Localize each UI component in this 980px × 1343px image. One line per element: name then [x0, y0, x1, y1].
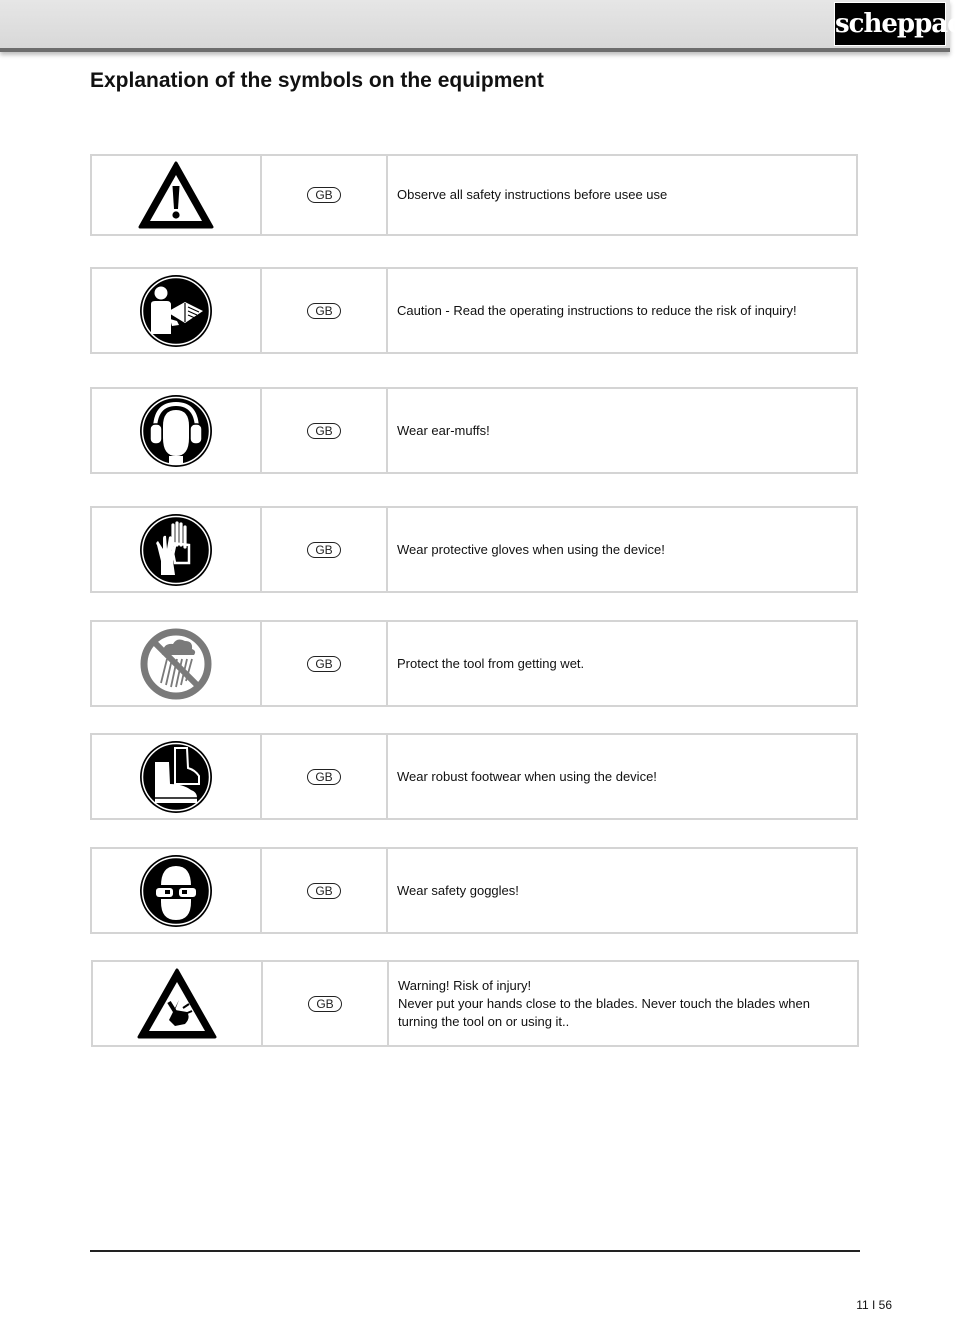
symbol-cell: [92, 389, 262, 472]
ear-muffs-icon: [139, 394, 213, 468]
symbol-cell: [92, 156, 262, 234]
description-text: Caution - Read the operating instructions to reduce the risk of inquiry!: [397, 302, 797, 318]
warning-triangle-icon: [137, 159, 215, 231]
footer-divider: [90, 1250, 860, 1252]
protective-gloves-icon: [139, 513, 213, 587]
page-title: Explanation of the symbols on the equipment: [90, 69, 544, 92]
page-number: 11 I 56: [856, 1298, 892, 1312]
language-cell: [262, 508, 388, 591]
symbol-row: [90, 154, 858, 236]
safety-goggles-icon: [139, 854, 213, 928]
language-badge: GB: [307, 303, 340, 319]
warning-heading: Warning! Risk of injury!: [398, 977, 532, 993]
symbol-row: [91, 960, 859, 1047]
brand-logo: scheppach: [834, 2, 946, 46]
language-badge: GB: [308, 996, 341, 1012]
description-text: Wear robust footwear when using the device!: [397, 768, 657, 784]
symbol-row: [90, 620, 858, 707]
language-badge: GB: [307, 542, 340, 558]
description-text: Wear ear-muffs!: [397, 422, 490, 438]
symbol-cell: [92, 622, 262, 705]
description-cell: [388, 389, 856, 472]
read-manual-icon: [139, 274, 213, 348]
description-cell: [388, 622, 856, 705]
language-badge: GB: [307, 423, 340, 439]
description-cell: [388, 269, 856, 352]
description-cell: [388, 849, 856, 932]
description-text: Wear protective gloves when using the device!: [397, 541, 665, 557]
symbol-row: [90, 387, 858, 474]
symbol-row: [90, 847, 858, 934]
safety-boots-icon: [139, 740, 213, 814]
description-cell: [388, 156, 856, 234]
symbol-cell: [93, 962, 263, 1045]
language-cell: [262, 156, 388, 234]
symbol-cell: [92, 849, 262, 932]
description-text: Wear safety goggles!: [397, 882, 519, 898]
description-cell: [388, 508, 856, 591]
description-text: Protect the tool from getting wet.: [397, 655, 585, 671]
language-cell: [263, 962, 389, 1045]
language-badge: GB: [307, 769, 340, 785]
language-badge: GB: [307, 656, 340, 672]
symbol-row: [90, 733, 858, 820]
language-badge: GB: [307, 883, 340, 899]
language-cell: [262, 269, 388, 352]
language-badge: GB: [307, 187, 340, 203]
symbol-cell: [92, 735, 262, 818]
symbol-cell: [92, 269, 262, 352]
symbol-row: [90, 506, 858, 593]
hand-injury-warning-icon: [135, 966, 219, 1042]
symbol-row: [90, 267, 858, 354]
symbol-cell: [92, 508, 262, 591]
language-cell: [262, 622, 388, 705]
warning-description: Never put your hands close to the blades. Never touch the blades when turning the tool on or using it..: [398, 995, 810, 1029]
description-text: Observe all safety instructions before usee use: [397, 187, 668, 202]
language-cell: [262, 389, 388, 472]
language-cell: [262, 735, 388, 818]
header-bar: [0, 0, 980, 52]
description-cell: [388, 735, 856, 818]
no-rain-icon: [139, 627, 213, 701]
language-cell: [262, 849, 388, 932]
description-cell: [389, 962, 857, 1045]
